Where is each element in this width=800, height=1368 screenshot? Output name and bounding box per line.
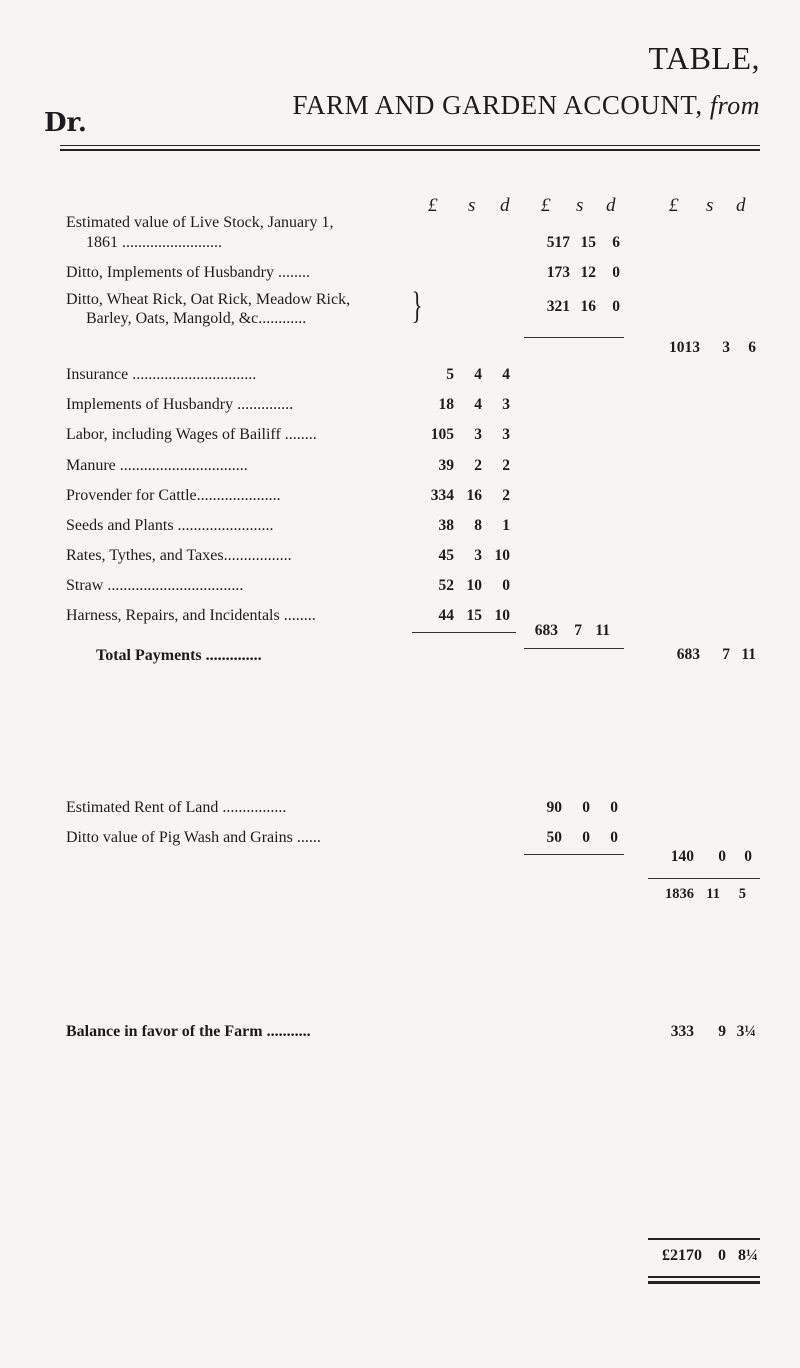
balance-shillings: 9 (718, 1023, 726, 1040)
valuation-label: Ditto, Implements of Husbandry ........ (66, 264, 310, 281)
amount-pence: 0 (610, 799, 618, 816)
final-rule-bottom-2 (648, 1281, 760, 1284)
grand-subtotal-rule (648, 878, 760, 879)
amount-pence: 10 (494, 547, 510, 564)
amount-pence: 2 (502, 487, 510, 504)
total-payments-pence: 11 (741, 646, 756, 663)
valuation-label: Estimated value of Live Stock, January 1, (66, 214, 334, 231)
amount-pounds: 105 (430, 426, 454, 443)
total-payments-pounds: 683 (676, 646, 700, 663)
final-total-pence: 8¼ (738, 1247, 758, 1264)
amount-shillings: 12 (580, 264, 596, 281)
amount-pounds: 517 (546, 234, 570, 251)
amount-shillings: 8 (474, 517, 482, 534)
amount-shillings: 16 (580, 298, 596, 315)
amount-shillings: 15 (466, 607, 482, 624)
payment-label: Insurance ............................... (66, 366, 257, 383)
valuation-total-pounds: 1013 (669, 339, 700, 356)
brace-mark: } (411, 285, 423, 327)
amount-pounds: 334 (430, 487, 454, 504)
amount-pounds: 50 (546, 829, 562, 846)
amount-pence: 0 (502, 577, 510, 594)
amount-shillings: 3 (474, 426, 482, 443)
amount-pounds: 44 (438, 607, 454, 624)
subtotal-rule (524, 854, 624, 855)
amount-pounds: 90 (546, 799, 562, 816)
account-title-text: FARM AND GARDEN ACCOUNT, (292, 90, 703, 120)
payments-subtotal-shillings: 7 (574, 622, 582, 639)
col2-shillings-header: s (576, 195, 584, 216)
valuation-label-cont: 1861 ......................... (86, 234, 222, 251)
amount-pence: 3 (502, 396, 510, 413)
amount-pence: 3 (502, 426, 510, 443)
col2-pounds-header: £ (541, 195, 551, 216)
col1-pence-header: d (500, 195, 510, 216)
amount-pounds: 18 (438, 396, 454, 413)
rent-label: Estimated Rent of Land ................ (66, 799, 287, 816)
amount-shillings: 0 (582, 799, 590, 816)
table-title: TABLE, (648, 40, 760, 76)
amount-pounds: 38 (438, 517, 454, 534)
payments-subtotal-pence: 11 (595, 622, 610, 639)
amount-shillings: 4 (474, 366, 482, 383)
payment-label: Seeds and Plants ........................ (66, 517, 274, 534)
col2-pence-header: d (606, 195, 616, 216)
valuation-year: 1861 (86, 234, 118, 251)
balance-label: Balance in favor of the Farm ........... (66, 1023, 311, 1040)
payment-label: Straw .................................. (66, 577, 244, 594)
total-payments-shillings: 7 (722, 646, 730, 663)
grand-subtotal-pounds: 1836 (665, 886, 694, 902)
amount-shillings: 15 (580, 234, 596, 251)
amount-pence: 0 (612, 264, 620, 281)
amount-pounds: 39 (438, 457, 454, 474)
valuation-label-cont: Barley, Oats, Mangold, &c............ (86, 310, 307, 327)
amount-pence: 4 (502, 366, 510, 383)
total-payments-label: Total Payments .............. (96, 647, 262, 664)
header-rule-bottom (60, 149, 760, 151)
col1-pounds-header: £ (428, 195, 438, 216)
subtotal-rule (524, 648, 624, 649)
amount-pounds: 45 (438, 547, 454, 564)
payment-label: Labor, including Wages of Bailiff ........ (66, 426, 317, 443)
final-total-shillings: 0 (718, 1247, 726, 1264)
amount-pounds: 173 (546, 264, 570, 281)
account-title (0, 90, 760, 121)
debit-mark: Dr. (44, 108, 87, 138)
amount-pence: 0 (612, 298, 620, 315)
amount-pence: 0 (610, 829, 618, 846)
rent-total-pounds: 140 (670, 848, 694, 865)
balance-pounds: 333 (670, 1023, 694, 1040)
final-rule-top (648, 1238, 760, 1240)
valuation-label: Ditto, Wheat Rick, Oat Rick, Meadow Rick, (66, 291, 351, 308)
amount-pounds: 321 (546, 298, 570, 315)
payment-label: Provender for Cattle..................... (66, 487, 281, 504)
subtotal-rule (524, 337, 624, 338)
valuation-total-shillings: 3 (722, 339, 730, 356)
amount-pounds: 52 (438, 577, 454, 594)
payments-subtotal-pounds: 683 (534, 622, 558, 639)
rent-label: Ditto value of Pig Wash and Grains ...... (66, 829, 321, 846)
account-title-from: from (709, 91, 760, 120)
col1-shillings-header: s (468, 195, 476, 216)
amount-shillings: 0 (582, 829, 590, 846)
balance-pence: 3¼ (736, 1023, 756, 1040)
grand-subtotal-pence: 5 (738, 886, 746, 902)
valuation-total-pence: 6 (748, 339, 756, 356)
amount-shillings: 10 (466, 577, 482, 594)
col3-pence-header: d (736, 195, 746, 216)
rent-total-shillings: 0 (718, 848, 726, 865)
header-rule-top (60, 145, 760, 146)
amount-shillings: 16 (466, 487, 482, 504)
amount-shillings: 3 (474, 547, 482, 564)
subtotal-rule (412, 632, 516, 633)
rent-total-pence: 0 (744, 848, 752, 865)
final-total-pounds: £2170 (662, 1247, 702, 1264)
payment-label: Harness, Repairs, and Incidentals ........ (66, 607, 316, 624)
amount-shillings: 4 (474, 396, 482, 413)
amount-pence: 1 (502, 517, 510, 534)
amount-pence: 2 (502, 457, 510, 474)
payment-label: Implements of Husbandry .............. (66, 396, 294, 413)
payment-label: Manure ................................ (66, 457, 248, 474)
amount-pounds: 5 (446, 366, 454, 383)
amount-pence: 6 (612, 234, 620, 251)
col3-shillings-header: s (706, 195, 714, 216)
grand-subtotal-shillings: 11 (706, 886, 720, 902)
payment-label: Rates, Tythes, and Taxes................. (66, 547, 292, 564)
col3-pounds-header: £ (669, 195, 679, 216)
amount-shillings: 2 (474, 457, 482, 474)
amount-pence: 10 (494, 607, 510, 624)
final-rule-bottom-1 (648, 1276, 760, 1278)
